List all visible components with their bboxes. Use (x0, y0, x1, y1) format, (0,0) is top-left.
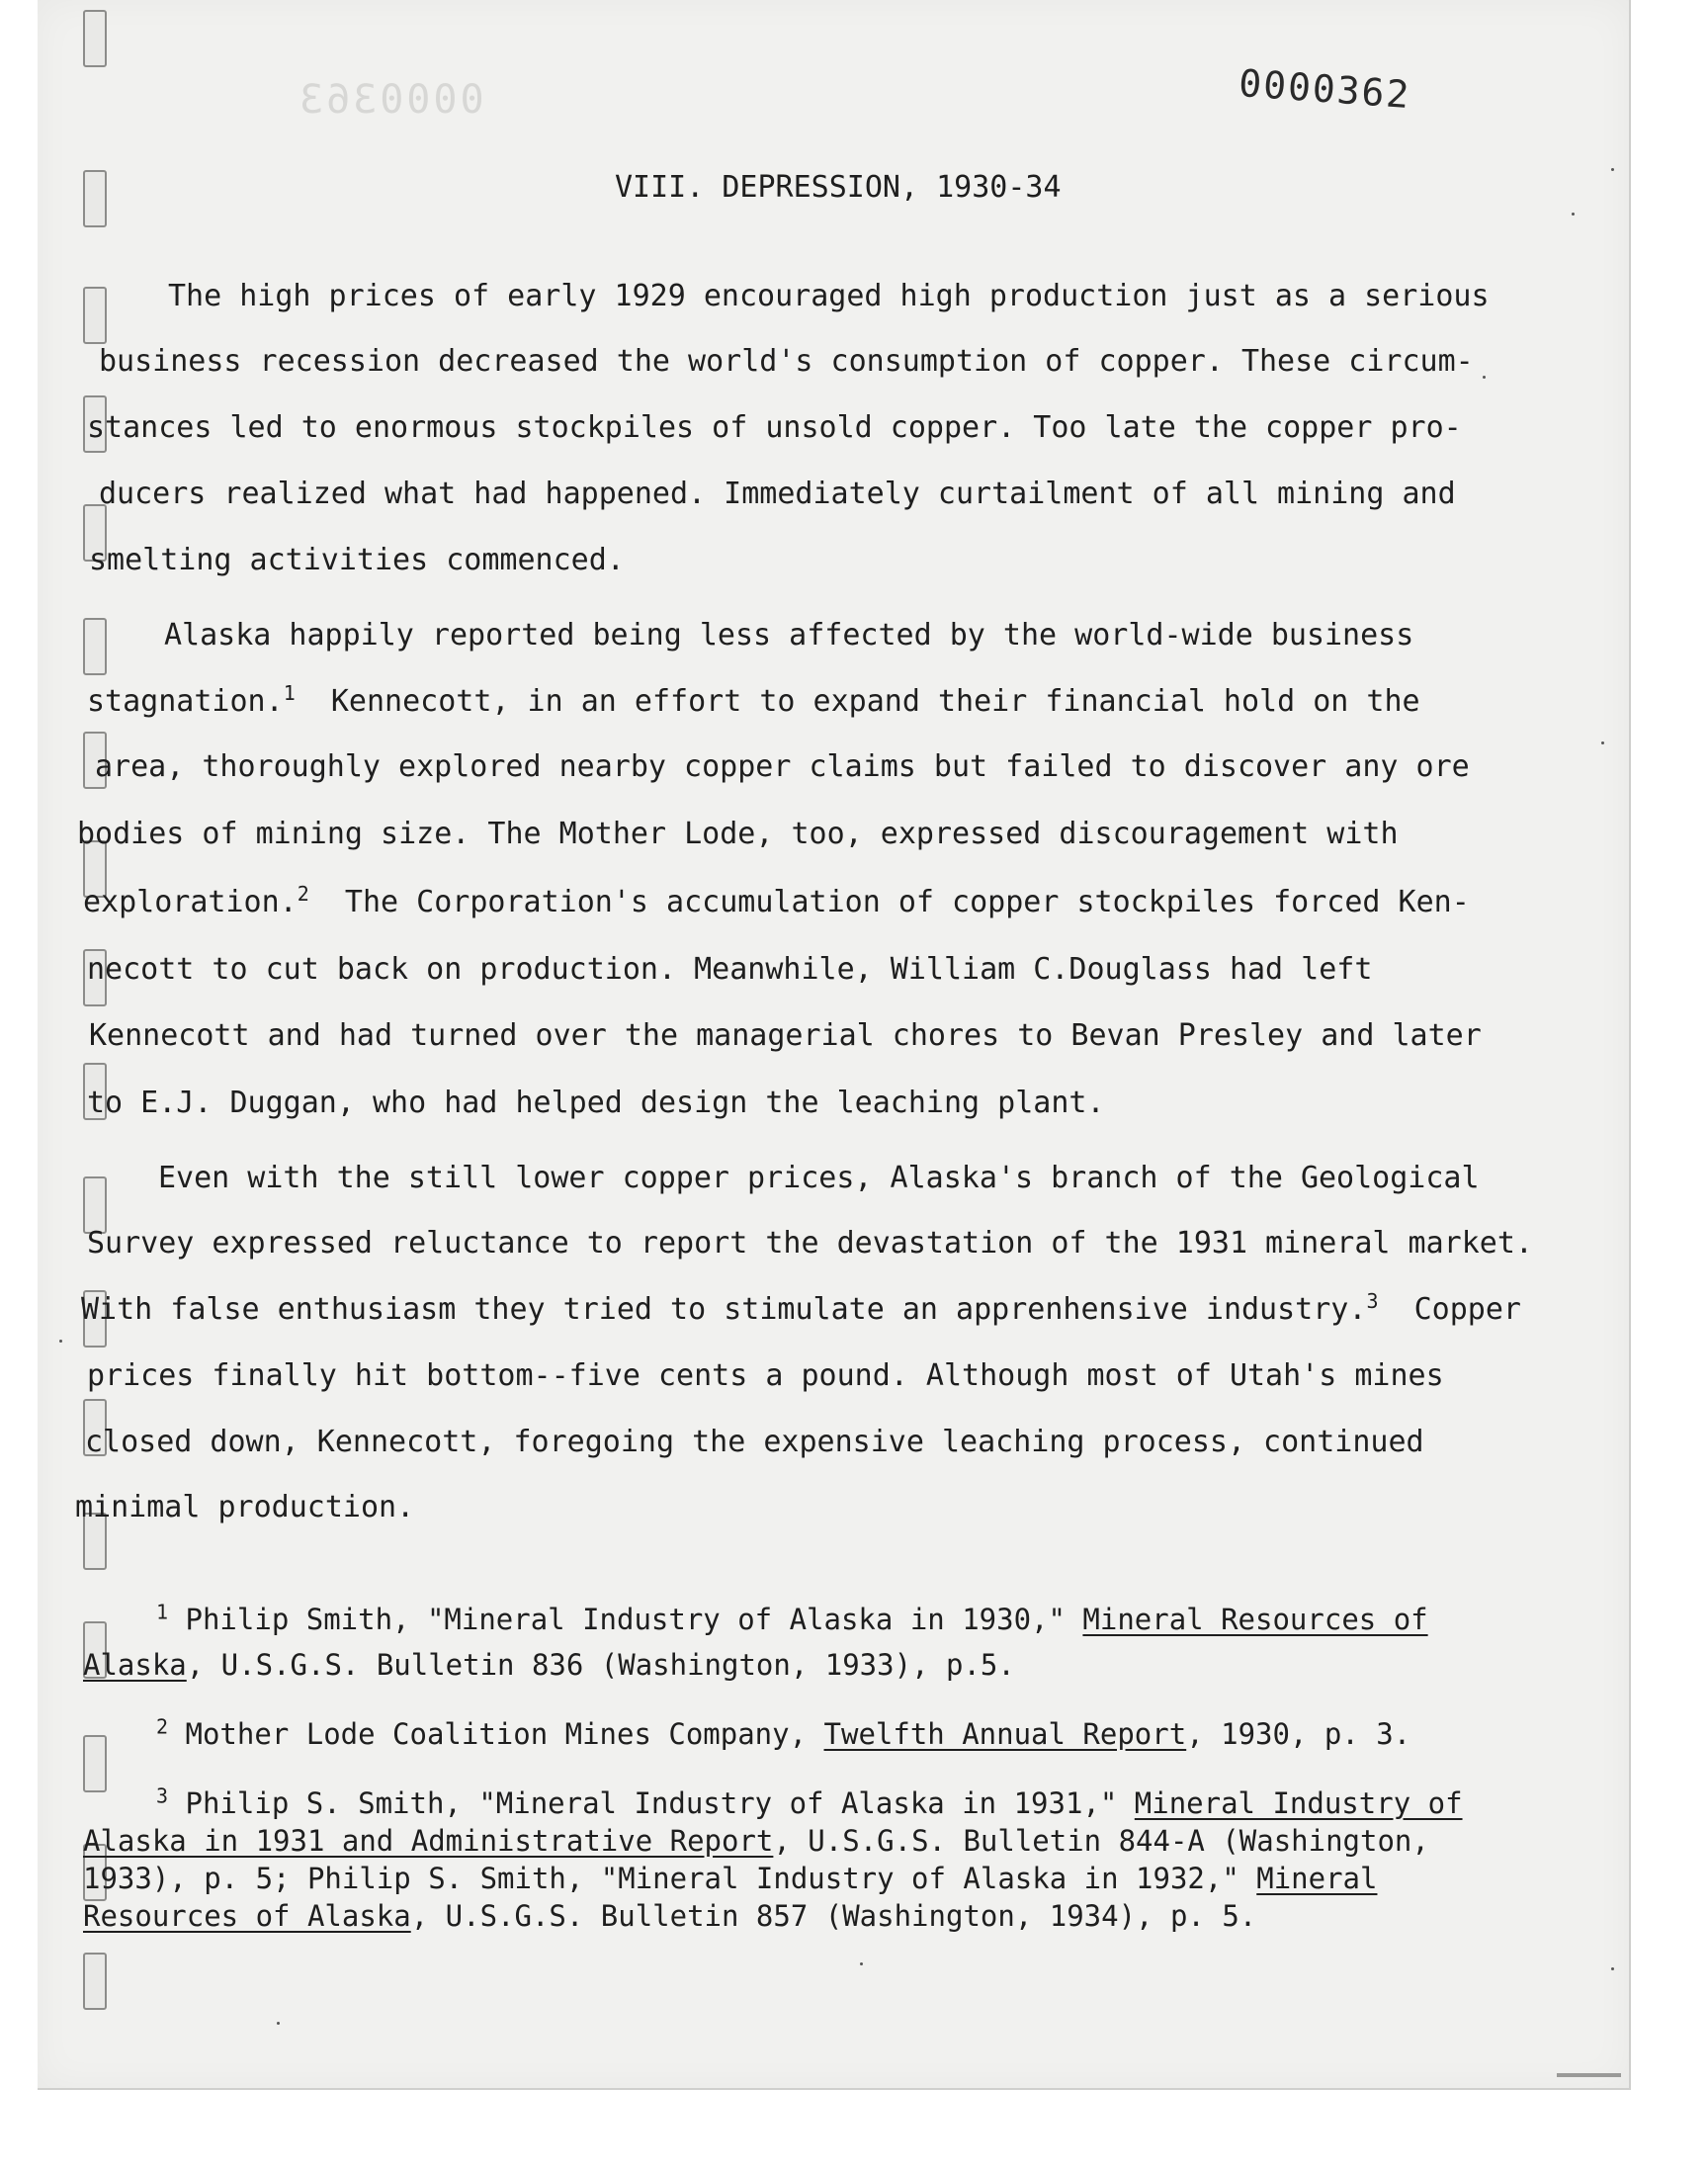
footnote-ref: 2 (297, 882, 309, 906)
binding-hole (83, 1953, 107, 2010)
body-text: With false enthusiasm they tried to stimulate an apprenhensive industry. (81, 1292, 1367, 1327)
footnote-text: Philip S. Smith, "Mineral Industry of Alaska in 1931," (185, 1786, 1135, 1820)
body-line: Survey expressed reluctance to report the devastation of the 1931 mineral market. (87, 1226, 1533, 1261)
footnote-3-line (83, 1825, 1429, 1857)
body-line (81, 1289, 1521, 1328)
body-line: stances led to enormous stockpiles of unsold copper. Too late the copper pro- (87, 410, 1462, 445)
body-line: The high prices of early 1929 encouraged high production just as a serious (168, 279, 1490, 313)
paper-speck (1611, 168, 1614, 171)
body-line (87, 681, 1420, 720)
body-line: prices finally hit bottom--five cents a pound. Although most of Utah's mines (87, 1358, 1444, 1393)
paper-speck (860, 1962, 863, 1965)
body-text: exploration. (83, 885, 298, 919)
footnote-3-line (83, 1863, 1377, 1894)
body-line: ducers realized what had happened. Immediately curtailment of all mining and (99, 477, 1456, 511)
footnote-3-line (83, 1900, 1256, 1932)
binding-hole (83, 618, 107, 675)
footnote-title: Mineral Industry of (1134, 1786, 1463, 1820)
footnote-ref: 3 (1366, 1289, 1379, 1313)
footnote-text: , U.S.G.S. Bulletin 844-A (Washington, (773, 1824, 1429, 1858)
footnote-title: Twelfth Annual Report (823, 1717, 1187, 1751)
footnote-text: Mother Lode Coalition Mines Company, (185, 1717, 824, 1751)
body-line: area, thoroughly explored nearby copper claims but failed to discover any ore (95, 749, 1470, 784)
body-line: business recession decreased the world's consumption of copper. These circum- (99, 344, 1474, 379)
footnote-title: Resources of Alaska (83, 1899, 411, 1933)
footnote-2-line (156, 1714, 1411, 1751)
footnote-1-line (156, 1600, 1428, 1636)
page-edge-mark (1557, 2073, 1621, 2077)
footnote-text: Philip Smith, "Mineral Industry of Alaska in 1930," (185, 1603, 1083, 1636)
body-text: The Corporation's accumulation of copper stockpiles forced Ken- (344, 885, 1470, 919)
paper-speck (59, 1340, 62, 1343)
footnote-text: , U.S.G.S. Bulletin 857 (Washington, 1934), p. 5. (410, 1899, 1257, 1933)
footnote-text: , 1930, p. 3. (1186, 1717, 1411, 1751)
footnote-title: Alaska (83, 1648, 187, 1682)
body-line: Alaska happily reported being less affected by the world-wide business (164, 618, 1414, 652)
footnote-3-line (156, 1784, 1463, 1820)
body-line: minimal production. (75, 1490, 415, 1524)
footnote-1-line (83, 1649, 1015, 1681)
binding-hole (83, 287, 107, 344)
body-text: stagnation. (87, 684, 284, 719)
footnote-number: 2 (156, 1714, 169, 1739)
paper-speck (1601, 741, 1604, 744)
bleed-through-number: 0000363 (297, 77, 484, 123)
binding-hole (83, 1735, 107, 1792)
paper-speck (1572, 213, 1575, 216)
footnote-text: 1933), p. 5; Philip S. Smith, "Mineral Industry of Alaska in 1932," (83, 1862, 1257, 1895)
footnote-title: Mineral Resources of (1082, 1603, 1428, 1636)
document-number: 0000362 (1237, 61, 1412, 118)
body-line: Kennecott and had turned over the managerial chores to Bevan Presley and later (89, 1018, 1482, 1053)
body-line: to E.J. Duggan, who had helped design the leaching plant. (87, 1086, 1105, 1120)
footnote-title: Mineral (1256, 1862, 1378, 1895)
paper-speck (1483, 376, 1486, 379)
page-title: VIII. DEPRESSION, 1930-34 (615, 170, 1062, 205)
paper-speck (277, 2022, 280, 2025)
footnote-number: 1 (156, 1600, 169, 1624)
body-line: Even with the still lower copper prices, Alaska's branch of the Geological (158, 1161, 1480, 1195)
body-line: bodies of mining size. The Mother Lode, too, expressed discouragement with (77, 817, 1399, 851)
body-line: necott to cut back on production. Meanwhile, William C.Douglass had left (87, 952, 1373, 987)
footnote-ref: 1 (283, 681, 296, 705)
footnote-number: 3 (156, 1784, 169, 1808)
body-line (83, 882, 1470, 920)
binding-hole (83, 170, 107, 227)
body-line: smelting activities commenced. (89, 543, 625, 577)
binding-hole (83, 10, 107, 67)
footnote-text: , U.S.G.S. Bulletin 836 (Washington, 1933), p.5. (186, 1648, 1015, 1682)
footnote-title: Alaska in 1931 and Administrative Report (83, 1824, 774, 1858)
paper-speck (1611, 1967, 1614, 1970)
body-text: Kennecott, in an effort to expand their financial hold on the (330, 684, 1420, 719)
body-line: closed down, Kennecott, foregoing the expensive leaching process, continued (85, 1425, 1424, 1459)
body-text: Copper (1413, 1292, 1521, 1327)
